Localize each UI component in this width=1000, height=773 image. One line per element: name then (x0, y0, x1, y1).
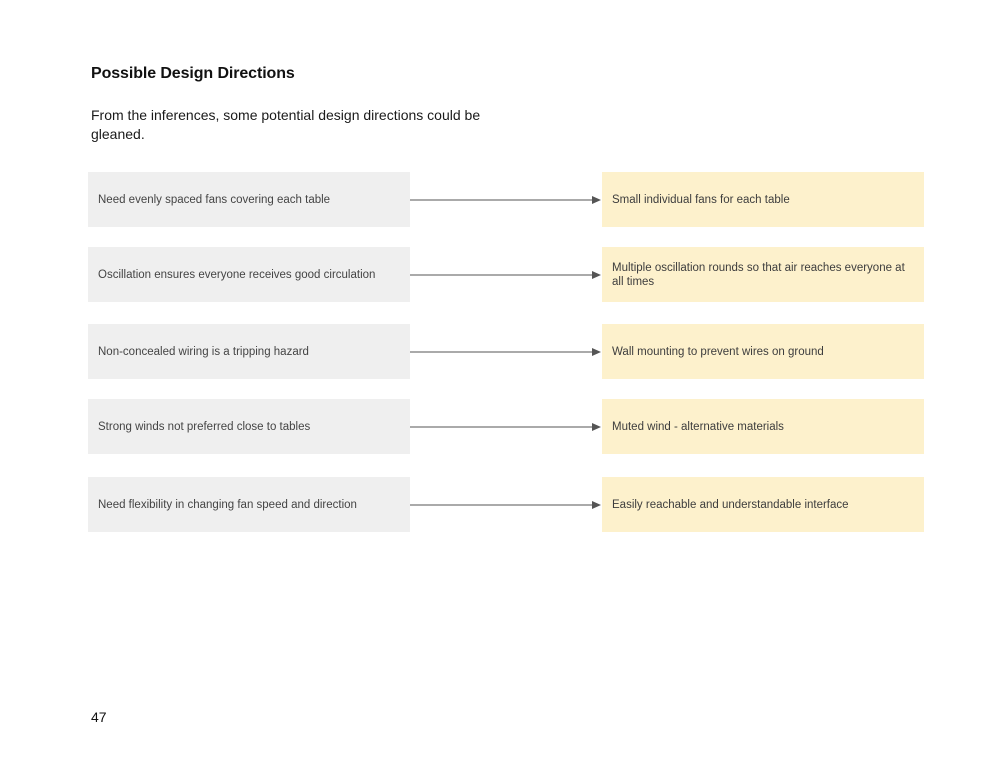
page-number: 47 (91, 709, 107, 725)
inference-box: Need evenly spaced fans covering each table (88, 172, 410, 227)
direction-box: Muted wind - alternative materials (602, 399, 924, 454)
direction-box: Easily reachable and understandable interface (602, 477, 924, 532)
direction-box: Small individual fans for each table (602, 172, 924, 227)
direction-box: Multiple oscillation rounds so that air reaches everyone at all times (602, 247, 924, 302)
direction-box: Wall mounting to prevent wires on ground (602, 324, 924, 379)
mapping-row (88, 477, 924, 532)
mapping-row (88, 324, 924, 379)
mapping-row (88, 172, 924, 227)
inference-box: Oscillation ensures everyone receives good circulation (88, 247, 410, 302)
page-title: Possible Design Directions (91, 65, 295, 82)
inference-box: Strong winds not preferred close to tables (88, 399, 410, 454)
arrow-right-icon (410, 269, 602, 281)
mapping-row (88, 247, 924, 302)
arrow-right-icon (410, 194, 602, 206)
mapping-row (88, 399, 924, 454)
arrow-right-icon (410, 499, 602, 511)
intro-paragraph: From the inferences, some potential design directions could be gleaned. (91, 107, 481, 142)
arrow-right-icon (410, 421, 602, 433)
inference-box: Non-concealed wiring is a tripping hazard (88, 324, 410, 379)
inference-box: Need flexibility in changing fan speed and direction (88, 477, 410, 532)
arrow-right-icon (410, 346, 602, 358)
